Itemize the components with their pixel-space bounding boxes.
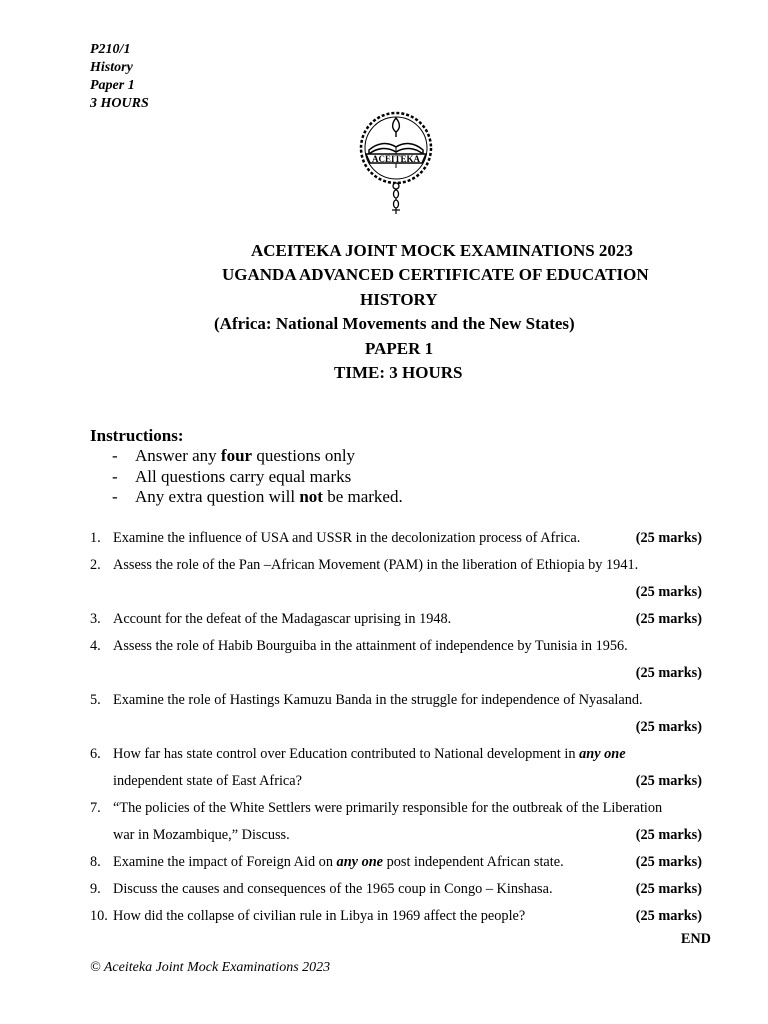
exam-board-title: ACEITEKA JOINT MOCK EXAMINATIONS 2023 — [251, 241, 633, 260]
question-5-marks — [90, 716, 712, 743]
paper-number: Paper 1 — [90, 78, 135, 93]
instruction-item: - Any extra question will not be marked. — [112, 487, 403, 507]
marks-label: (25 marks) — [635, 665, 702, 681]
question-5: 5. Examine the role of Hastings Kamuzu Banda in the struggle for independence of Nyasaland. — [90, 692, 643, 708]
certificate-title: UGANDA ADVANCED CERTIFICATE OF EDUCATION — [222, 265, 649, 285]
logo-text: ACEITEKA — [371, 154, 421, 164]
question-6-cont: independent state of East Africa? (25 marks) — [90, 770, 712, 797]
marks-label: (25 marks) — [635, 854, 702, 870]
marks-label: (25 marks) — [635, 827, 702, 843]
marks-label: (25 marks) — [635, 719, 702, 735]
time-title: TIME: 3 HOURS — [334, 363, 463, 383]
marks-label: (25 marks) — [635, 584, 702, 600]
question-10: 10. How did the collapse of civilian rule in Libya in 1969 affect the people? (25 marks) — [90, 905, 712, 932]
question-2-marks — [90, 581, 712, 608]
exam-titles — [0, 239, 768, 385]
question-2: 2. Assess the role of the Pan –African Movement (PAM) in the liberation of Ethiopia by 1941. — [90, 557, 639, 573]
paper-code: P210/1 — [90, 42, 131, 57]
topic-title: (Africa: National Movements and the New States) — [214, 314, 575, 334]
instructions-list — [90, 446, 403, 508]
question-4-marks — [90, 662, 712, 689]
paper-title: PAPER 1 — [365, 338, 434, 358]
copyright-footer: © Aceiteka Joint Mock Examinations 2023 — [90, 960, 331, 975]
marks-label: (25 marks) — [635, 611, 702, 627]
subject-title: HISTORY — [360, 289, 438, 309]
instructions — [90, 426, 403, 508]
aceiteka-logo-icon — [354, 110, 438, 218]
marks-label: (25 marks) — [635, 881, 702, 897]
paper-duration: 3 HOURS — [90, 96, 149, 111]
question-9: 9. Discuss the causes and consequences of the 1965 coup in Congo – Kinshasa. (25 marks) — [90, 878, 712, 905]
question-6: 6. How far has state control over Education contributed to National development in any one — [90, 746, 626, 762]
question-1: 1. Examine the influence of USA and USSR in the decolonization process of Africa. (25 marks) — [90, 527, 712, 554]
instructions-heading: Instructions: — [90, 426, 184, 445]
questions-list — [90, 527, 712, 932]
end-label: END — [680, 931, 711, 947]
marks-label: (25 marks) — [635, 773, 702, 789]
instruction-item: - All questions carry equal marks — [112, 466, 352, 486]
marks-label: (25 marks) — [635, 530, 702, 546]
question-7: 7. “The policies of the White Settlers were primarily responsible for the outbreak of the Liberation — [90, 800, 663, 816]
instruction-item: - Answer any four questions only — [112, 446, 356, 465]
question-8: 8. Examine the impact of Foreign Aid on any one post independent African state. (25 marks) — [90, 851, 712, 878]
paper-subject: History — [90, 60, 133, 75]
paper-header — [90, 41, 149, 113]
question-4: 4. Assess the role of Habib Bourguiba in the attainment of independence by Tunisia in 1956. — [90, 638, 628, 654]
question-7-cont: war in Mozambique,” Discuss. (25 marks) — [90, 824, 712, 851]
marks-label: (25 marks) — [635, 908, 702, 924]
question-3: 3. Account for the defeat of the Madagascar uprising in 1948. (25 marks) — [90, 608, 712, 635]
